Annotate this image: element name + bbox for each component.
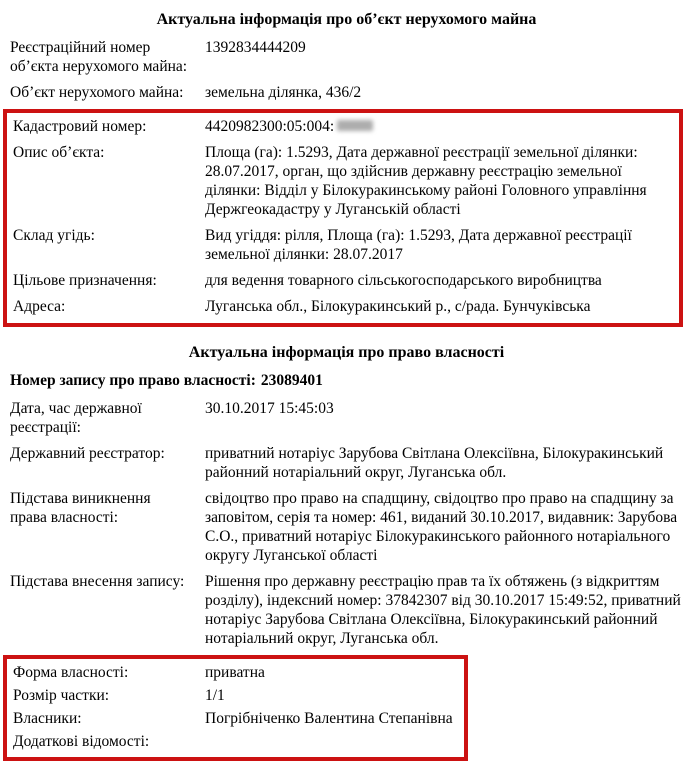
field-label: Адреса:: [13, 298, 66, 315]
field-label: Форма власності:: [13, 664, 129, 681]
field-value: 1392834444209: [205, 39, 306, 56]
field-row-entry-basis: [10, 572, 683, 648]
field-value: [205, 732, 460, 751]
field-value: приватний нотаріус Зарубова Світлана Олексіївна, Білокуракинський районний нотаріальний округ, Луганська обл.: [205, 445, 664, 481]
highlight-box-ownership-details: [3, 655, 468, 761]
field-label: Підстава виникнення права власності:: [10, 490, 151, 526]
field-label: Державний реєстратор:: [10, 445, 165, 462]
record-number-label: Номер запису про право власності:: [10, 372, 256, 389]
field-label: Додаткові відомості:: [13, 733, 150, 750]
ownership-section-title: Актуальна інформація про право власності: [188, 344, 505, 361]
field-label: Розмір частки:: [13, 687, 110, 704]
field-value: Площа (га): 1.5293, Дата державної реєстрації земельної ділянки: 28.07.2017, орган, що здійснив державну реєстрацію земельної ділянки: Відділ у Білокуракинському районі Головного управління Держгеокадастру у Луганській області: [205, 144, 647, 218]
field-row-state-registrar: [10, 444, 683, 482]
field-value: 30.10.2017 15:45:03: [205, 400, 334, 417]
field-row-registration-number: [10, 38, 683, 76]
field-label: Власники:: [13, 710, 82, 727]
field-value: [205, 117, 675, 136]
field-value: Рішення про державну реєстрацію прав та їх обтяжень (з відкриттям розділу), індексний номер: 37842307 від 30.10.2017 15:49:52, приватний нотаріус Зарубова Світлана Олексіївна, Білокуракинський районний нотаріальний округ, Луганська обл.: [205, 573, 681, 647]
field-value: земельна ділянка, 436/2: [205, 84, 362, 101]
record-number-value: 23089401: [260, 372, 323, 389]
field-label: Склад угідь:: [13, 227, 95, 244]
redacted-blur-patch: [337, 120, 373, 131]
field-label: Об’єкт нерухомого майна:: [10, 84, 184, 101]
field-row-address: [13, 297, 675, 316]
cadastral-number-visible: 4420982300:05:004:: [205, 118, 335, 135]
field-value: для ведення товарного сільськогосподарського виробництва: [205, 272, 602, 289]
field-label: Опис об’єкта:: [13, 144, 105, 161]
field-row-owners: [13, 709, 460, 728]
highlight-box-object-details: [3, 109, 683, 327]
ownership-record-number-line: [10, 371, 683, 390]
field-row-land-composition: [13, 226, 675, 264]
field-label: Цільове призначення:: [13, 272, 157, 289]
field-row-object-description: [13, 143, 675, 219]
field-value: Луганська обл., Білокуракинський р., с/рада. Бунчуківська: [205, 298, 591, 315]
field-value: свідоцтво про право на спадщину, свідоцтво про право на спадщину за заповітом, серія та номер: 461, виданий 30.10.2017, видавник: Зарубова С.О., приватний нотаріус Білокуракинського районного нотаріального округу Луганської області: [205, 490, 678, 564]
object-section-title: Актуальна інформація про об’єкт нерухомого майна: [156, 11, 537, 28]
field-row-ownership-form: [13, 663, 460, 682]
field-value: приватна: [205, 664, 265, 681]
field-row-additional-info: [13, 732, 460, 751]
field-label: Підстава внесення запису:: [10, 573, 185, 590]
field-value: Погрібніченко Валентина Степанівна: [205, 710, 453, 727]
field-row-share-size: [13, 686, 460, 705]
field-row-ownership-basis: [10, 489, 683, 565]
field-label: Кадастровий номер:: [13, 118, 147, 135]
field-label: Дата, час державної реєстрації:: [10, 400, 142, 436]
field-value: Вид угіддя: рілля, Площа (га): 1.5293, Дата державної реєстрації земельної ділянки: 28.07.2017: [205, 227, 632, 263]
field-row-object-type: [10, 83, 683, 102]
field-label: Реєстраційний номер об’єкта нерухомого майна:: [10, 39, 188, 75]
field-row-cadastral-number: [13, 117, 675, 136]
field-row-purpose: [13, 271, 675, 290]
field-row-registration-datetime: [10, 399, 683, 437]
field-value: 1/1: [205, 687, 225, 704]
